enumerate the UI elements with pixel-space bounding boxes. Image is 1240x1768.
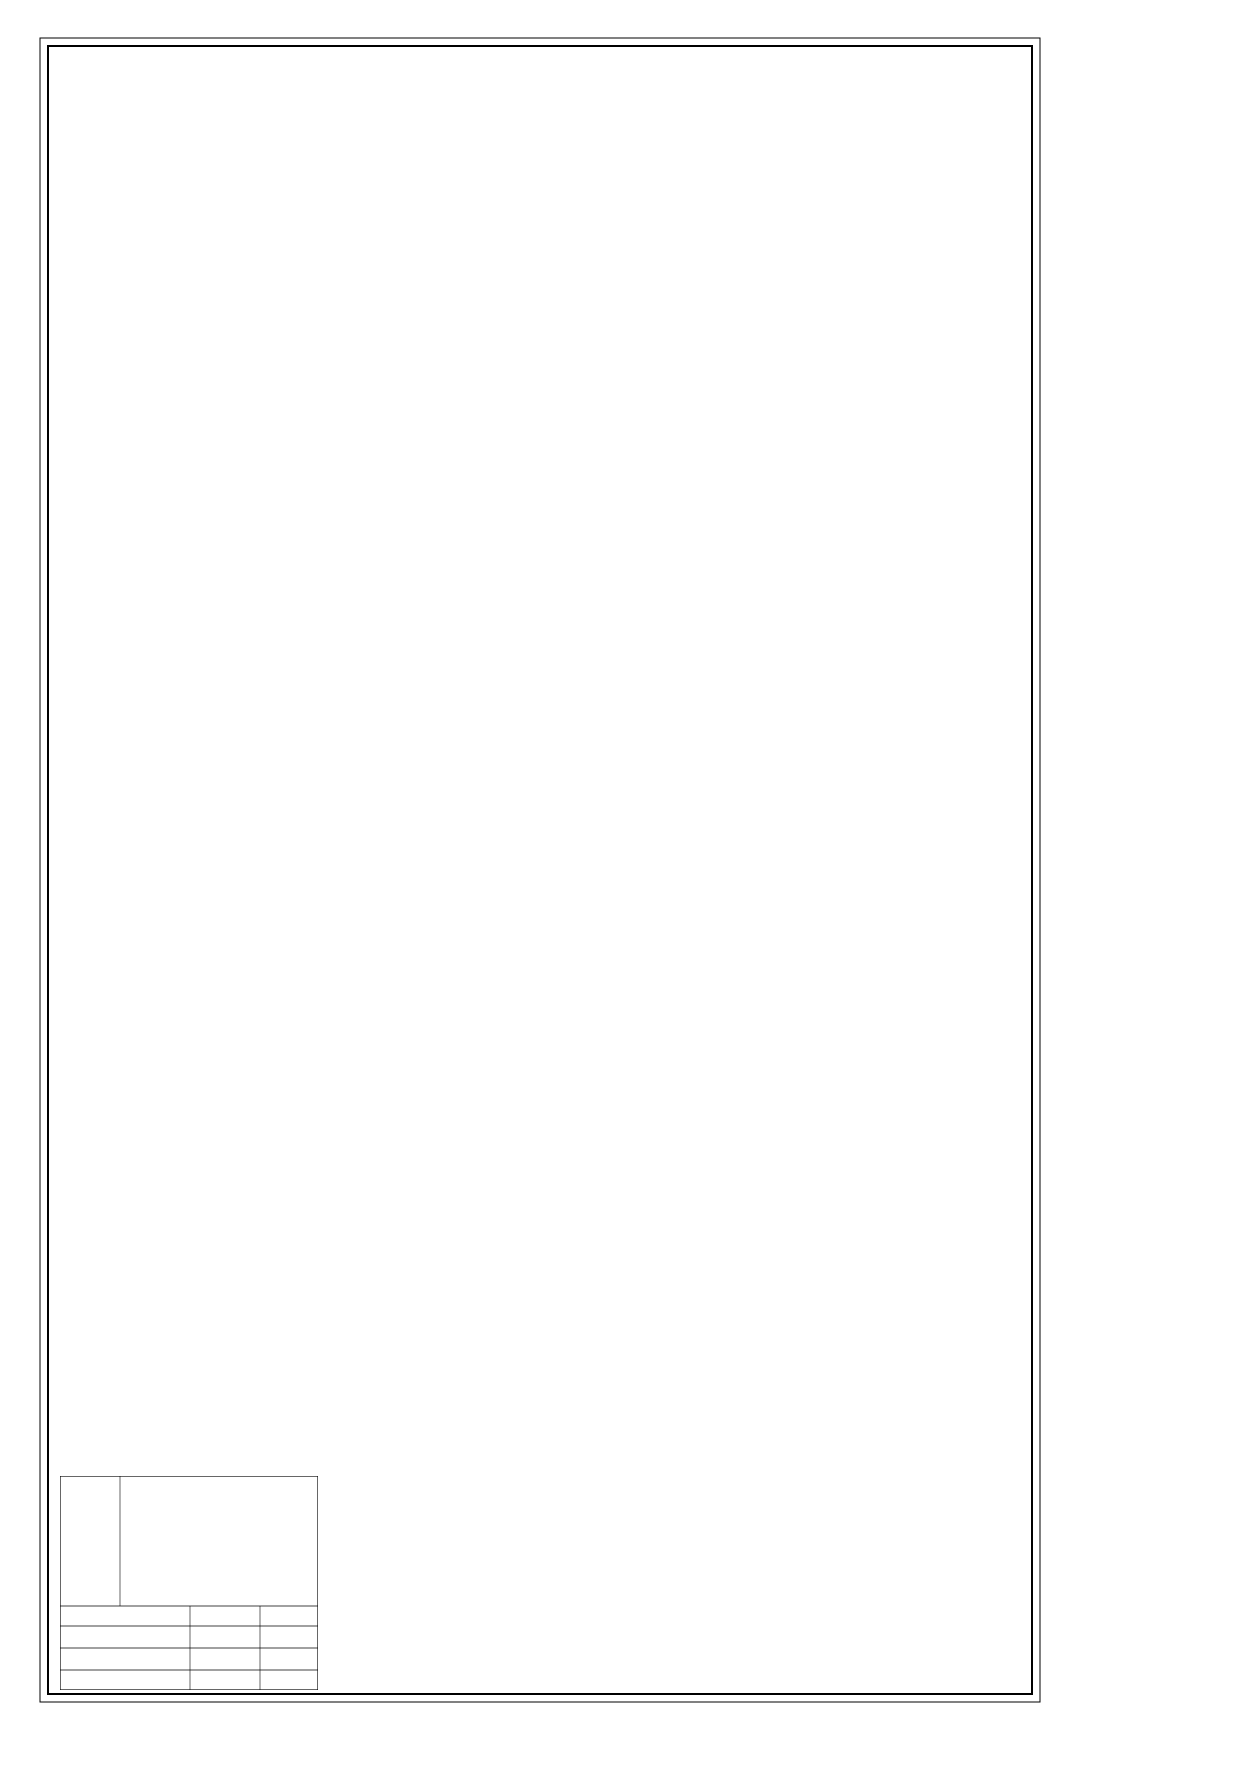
sheet-border-inner xyxy=(48,46,1032,1694)
title-block xyxy=(60,1476,318,1690)
general-notes xyxy=(994,1448,1002,1768)
sheet-border-outer xyxy=(40,38,1040,1702)
